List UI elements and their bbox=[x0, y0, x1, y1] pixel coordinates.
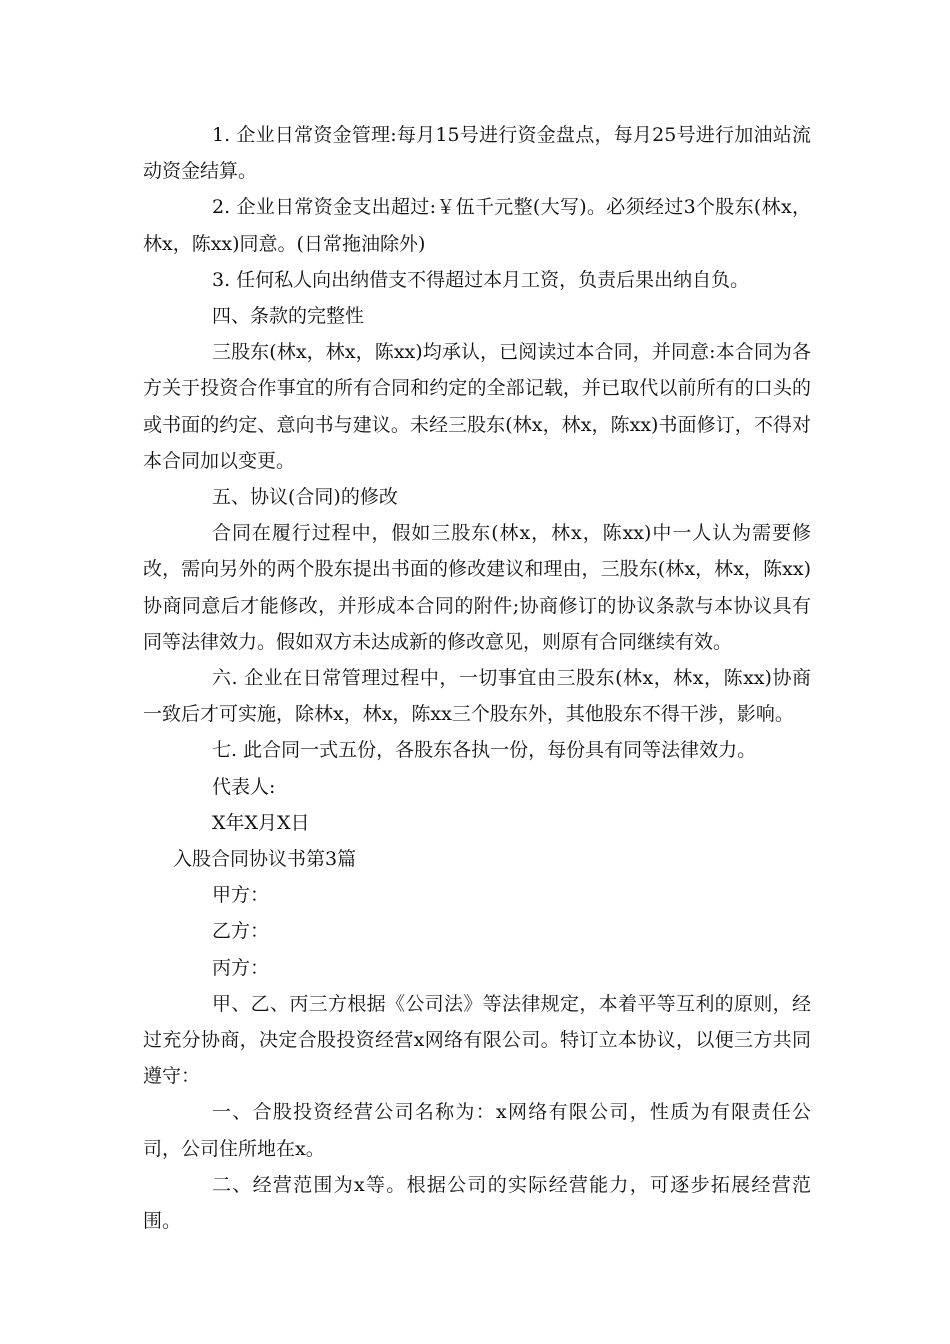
signature-date: X年X月X日 bbox=[212, 811, 310, 834]
preamble-paragraph: 甲、乙、丙三方根据《公司法》等法律规定，本着平等互利的原则，经过充分协商，决定合股投资经营x网络有限公司。特订立本协议，以便三方共同遵守： bbox=[143, 992, 811, 1088]
clause-paragraph: 七. 此合同一式五份，各股东各执一份，每份具有同等法律效力。 bbox=[212, 739, 757, 762]
party-a-line: 甲方： bbox=[212, 884, 270, 907]
clause-paragraph: 合同在履行过程中，假如三股东(林x，林x，陈xx)中一人认为需要修改，需向另外的两个股东提出书面的修改建议和理由，三股东(林x，林x，陈xx)协商同意后才能修改，并形成本合同的附件;协商修订的协议条款与本协议具有同等法律效力。假如双方未达成新的修改意见，则原有合同继续有效。 bbox=[143, 522, 811, 653]
clause-paragraph: 二、经营范围为x等。根据公司的实际经营能力，可逐步拓展经营范围。 bbox=[143, 1173, 811, 1233]
party-b-line: 乙方： bbox=[212, 920, 270, 943]
clause-paragraph: 三股东(林x，林x，陈xx)均承认，已阅读过本合同，并同意:本合同为各方关于投资合作事宜的所有合同和约定的全部记载，并已取代以前所有的口头的或书面的约定、意向书与建议。未经三股东(林x，林x，陈xx)书面修订，不得对本合同加以变更。 bbox=[143, 341, 811, 472]
clause-paragraph: 3. 任何私人向出纳借支不得超过本月工资，负责后果出纳自负。 bbox=[212, 268, 750, 291]
party-c-line: 丙方： bbox=[212, 956, 270, 979]
clause-paragraph: 2. 企业日常资金支出超过:￥伍千元整(大写)。必须经过3个股东(林x，林x，陈xx)同意。(日常拖油除外) bbox=[143, 196, 811, 255]
signature-representative: 代表人: bbox=[212, 775, 276, 798]
clause-paragraph: 六. 企业在日常管理过程中，一切事宜由三股东(林x，林x，陈xx)协商一致后才可实施，除林x，林x，陈xx三个股东外，其他股东不得干涉，影响。 bbox=[143, 667, 811, 726]
clause-paragraph: 1. 企业日常资金管理:每月15号进行资金盘点，每月25号进行加油站流动资金结算。 bbox=[143, 124, 811, 183]
section-heading: 五、协议(合同)的修改 bbox=[212, 486, 398, 509]
section-heading: 四、条款的完整性 bbox=[212, 305, 365, 328]
document-subtitle: 入股合同协议书第3篇 bbox=[173, 848, 357, 871]
clause-paragraph: 一、合股投资经营公司名称为：x网络有限公司，性质为有限责任公司，公司住所地在x。 bbox=[143, 1101, 811, 1160]
document-body bbox=[143, 117, 811, 1239]
